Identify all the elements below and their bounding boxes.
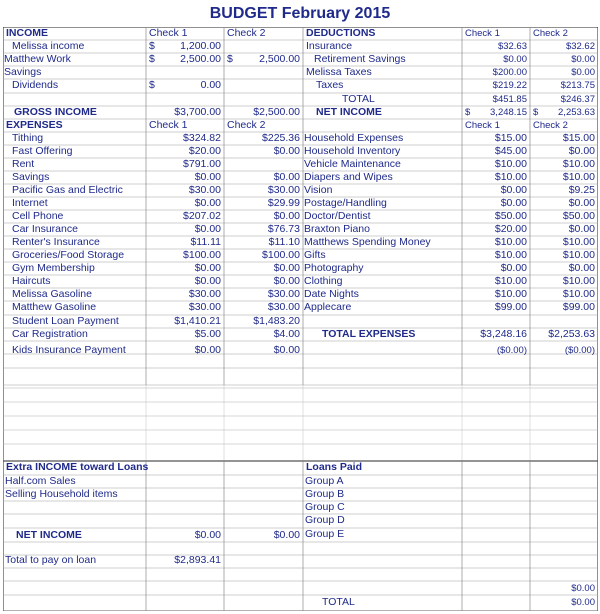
household-row-label: Braxton Piano xyxy=(304,223,370,235)
household-check1-value: $10.00 xyxy=(494,171,527,183)
expense-check1-value: $11.11 xyxy=(190,236,221,248)
expense-check1-value: $0.00 xyxy=(194,197,221,209)
extra-net-income-check1: $0.00 xyxy=(194,529,221,541)
gross-income-label: GROSS INCOME xyxy=(14,106,97,118)
difference-check2: ($0.00) xyxy=(564,345,595,356)
deduction-check2-value: $0.00 xyxy=(571,54,595,65)
currency-symbol: $ xyxy=(149,53,155,65)
deduction-check1-value: $451.85 xyxy=(492,94,527,105)
household-check2-value: $15.00 xyxy=(562,132,595,144)
deduction-row-label: Melissa Taxes xyxy=(306,66,372,78)
loan-group-label: Group A xyxy=(305,475,344,487)
total-to-pay-label: Total to pay on loan xyxy=(5,554,97,566)
household-check1-value: $0.00 xyxy=(500,262,527,274)
deduction-check2-value: $0.00 xyxy=(571,67,595,78)
budget-spreadsheet xyxy=(3,27,598,611)
household-row-label: Vision xyxy=(304,184,333,196)
expenses-check1-header: Check 1 xyxy=(149,119,188,131)
loan-group-label: Group B xyxy=(305,488,345,500)
expense-row-label: Car Insurance xyxy=(12,223,78,235)
household-row-label: Clothing xyxy=(304,275,343,287)
household-check1-value: $10.00 xyxy=(494,249,527,261)
expense-row-label: Gym Membership xyxy=(12,262,95,274)
household-row-label: Photography xyxy=(304,262,364,274)
income-check1-value: 0.00 xyxy=(200,79,221,91)
expense-row-label: Haircuts xyxy=(12,275,51,287)
household-row-label: Doctor/Dentist xyxy=(304,210,371,222)
deduction-row-label: Taxes xyxy=(316,79,344,91)
currency-symbol: $ xyxy=(149,79,155,91)
expense-row-label: Internet xyxy=(12,197,48,209)
expense-check2-value: $4.00 xyxy=(273,328,300,340)
net-income-check2: 2,253.63 xyxy=(558,107,595,118)
deduction-row-label: TOTAL xyxy=(342,93,375,105)
household-row-label: Postage/Handling xyxy=(304,197,387,209)
deduction-check1-value: $200.00 xyxy=(492,67,527,78)
loan-group-label: Group D xyxy=(305,514,345,526)
deduction-check1-value: $219.22 xyxy=(492,80,527,91)
expense-row-label: Tithing xyxy=(12,132,44,144)
household-row-label: Vehicle Maintenance xyxy=(304,158,401,170)
household-row-label: Household Inventory xyxy=(304,145,401,157)
household-check2-header: Check 2 xyxy=(533,120,568,131)
household-row-label: Matthews Spending Money xyxy=(304,236,431,248)
expense-row-label: Student Loan Payment xyxy=(12,315,119,327)
total-expenses-label: TOTAL EXPENSES xyxy=(322,328,416,340)
household-row-label: Date Nights xyxy=(304,288,359,300)
loans-total-label: TOTAL xyxy=(322,596,355,608)
household-check2-value: $50.00 xyxy=(562,210,595,222)
expense-check1-value: $30.00 xyxy=(188,184,221,196)
deduction-check2-value: $246.37 xyxy=(560,94,595,105)
deduction-check2-value: $213.75 xyxy=(560,80,595,91)
currency-symbol: $ xyxy=(465,107,471,118)
expense-row-label: Renter's Insurance xyxy=(12,236,100,248)
expense-row-label: Groceries/Food Storage xyxy=(12,249,125,261)
household-check2-value: $10.00 xyxy=(562,158,595,170)
household-check1-value: $0.00 xyxy=(500,184,527,196)
expense-check1-value: $0.00 xyxy=(194,275,221,287)
expense-row-label: Matthew Gasoline xyxy=(12,301,97,313)
deductions-header: DEDUCTIONS xyxy=(306,27,376,39)
household-row-label: Household Expenses xyxy=(304,132,404,144)
deduction-check1-value: $32.63 xyxy=(497,41,527,52)
expense-check1-value: $0.00 xyxy=(194,223,221,235)
deduction-row-label: Insurance xyxy=(306,40,353,52)
household-check2-value: $10.00 xyxy=(562,288,595,300)
household-check1-value: $0.00 xyxy=(500,197,527,209)
income-header: INCOME xyxy=(6,27,48,39)
deduction-row-label: Retirement Savings xyxy=(314,53,406,65)
income-check1-value: 1,200.00 xyxy=(180,40,221,52)
household-check2-value: $10.00 xyxy=(562,171,595,183)
expense-check2-value: $76.73 xyxy=(267,223,300,235)
deduction-check1-value: $0.00 xyxy=(503,54,527,65)
household-check2-value: $10.00 xyxy=(562,236,595,248)
expense-check2-value: $1,483.20 xyxy=(253,315,300,327)
expense-row-label: Pacific Gas and Electric xyxy=(12,184,123,196)
expense-check2-value: $225.36 xyxy=(262,132,300,144)
total-expenses-check2: $2,253.63 xyxy=(548,328,595,340)
expense-check2-value: $0.00 xyxy=(273,210,300,222)
expense-row-label: Fast Offering xyxy=(12,145,73,157)
deductions-check1-header: Check 1 xyxy=(465,28,500,39)
expense-row-label: Melissa Gasoline xyxy=(12,288,92,300)
expenses-check2-header: Check 2 xyxy=(227,119,266,131)
household-check1-value: $50.00 xyxy=(494,210,527,222)
household-check1-value: $10.00 xyxy=(494,236,527,248)
household-check2-value: $0.00 xyxy=(568,197,595,209)
expenses-header: EXPENSES xyxy=(6,119,63,131)
extra-income-row-label: Selling Household items xyxy=(5,488,118,500)
expense-check2-value: $100.00 xyxy=(262,249,300,261)
expense-check1-value: $5.00 xyxy=(194,328,221,340)
loans-sum-value: $0.00 xyxy=(571,583,595,594)
household-check2-value: $0.00 xyxy=(568,262,595,274)
household-row-label: Diapers and Wipes xyxy=(304,171,393,183)
expense-row-label: Kids Insurance Payment xyxy=(12,344,126,356)
total-to-pay-value: $2,893.41 xyxy=(174,554,221,566)
expense-check1-value: $0.00 xyxy=(194,262,221,274)
expense-check2-value: $29.99 xyxy=(267,197,300,209)
gross-income-check1: $3,700.00 xyxy=(174,106,221,118)
expense-check1-value: $100.00 xyxy=(183,249,221,261)
loans-paid-header: Loans Paid xyxy=(306,461,363,473)
household-check2-value: $9.25 xyxy=(568,184,595,196)
income-check2-header: Check 2 xyxy=(227,27,266,39)
household-check1-header: Check 1 xyxy=(465,120,500,131)
expense-row-label: Car Registration xyxy=(12,328,88,340)
extra-net-income-label: NET INCOME xyxy=(16,529,82,541)
income-check2-value: 2,500.00 xyxy=(259,53,300,65)
expense-check2-value: $0.00 xyxy=(273,344,300,356)
extra-income-header: Extra INCOME toward Loans xyxy=(6,461,149,473)
expense-check1-value: $207.02 xyxy=(183,210,221,222)
expense-row-label: Savings xyxy=(12,171,50,183)
expense-check2-value: $30.00 xyxy=(267,301,300,313)
household-check1-value: $10.00 xyxy=(494,158,527,170)
household-check1-value: $45.00 xyxy=(494,145,527,157)
gross-income-check2: $2,500.00 xyxy=(253,106,300,118)
household-check2-value: $0.00 xyxy=(568,223,595,235)
expense-check2-value: $0.00 xyxy=(273,262,300,274)
net-income-label: NET INCOME xyxy=(316,106,382,118)
income-check1-header: Check 1 xyxy=(149,27,188,39)
household-check1-value: $20.00 xyxy=(494,223,527,235)
household-check2-value: $99.00 xyxy=(562,301,595,313)
expense-check1-value: $20.00 xyxy=(188,145,221,157)
expense-check2-value: $0.00 xyxy=(273,171,300,183)
household-check2-value: $10.00 xyxy=(562,275,595,287)
household-check1-value: $10.00 xyxy=(494,275,527,287)
deductions-check2-header: Check 2 xyxy=(533,28,568,39)
income-row-label: Dividends xyxy=(12,79,59,91)
expense-check1-value: $0.00 xyxy=(194,171,221,183)
expense-check1-value: $0.00 xyxy=(194,344,221,356)
expense-check2-value: $11.10 xyxy=(268,236,300,248)
expense-row-label: Rent xyxy=(12,158,35,170)
page-title: BUDGET February 2015 xyxy=(209,5,391,22)
expense-check2-value: $0.00 xyxy=(273,275,300,287)
loans-total-value: $0.00 xyxy=(571,597,595,608)
expense-check1-value: $324.82 xyxy=(183,132,221,144)
household-check2-value: $10.00 xyxy=(562,249,595,261)
expense-check1-value: $30.00 xyxy=(188,301,221,313)
expense-check1-value: $1,410.21 xyxy=(174,315,221,327)
expense-check2-value: $30.00 xyxy=(267,184,300,196)
extra-net-income-check2: $0.00 xyxy=(273,529,300,541)
household-check1-value: $15.00 xyxy=(494,132,527,144)
income-row-label: Matthew Work xyxy=(4,53,71,65)
expense-check1-value: $791.00 xyxy=(183,158,221,170)
currency-symbol: $ xyxy=(227,53,233,65)
expense-check2-value: $30.00 xyxy=(267,288,300,300)
loan-group-label: Group E xyxy=(305,528,345,540)
household-row-label: Gifts xyxy=(304,249,326,261)
currency-symbol: $ xyxy=(149,40,155,52)
total-expenses-check1: $3,248.16 xyxy=(480,328,527,340)
difference-check1: ($0.00) xyxy=(496,345,527,356)
household-check2-value: $0.00 xyxy=(568,145,595,157)
income-row-label: Savings xyxy=(4,66,42,78)
expense-row-label: Cell Phone xyxy=(12,210,64,222)
expense-check1-value: $30.00 xyxy=(188,288,221,300)
expense-check2-value: $0.00 xyxy=(273,145,300,157)
income-row-label: Melissa income xyxy=(12,40,85,52)
loan-group-label: Group C xyxy=(305,501,345,513)
income-check1-value: 2,500.00 xyxy=(180,53,221,65)
household-row-label: Applecare xyxy=(304,301,352,313)
household-check1-value: $99.00 xyxy=(494,301,527,313)
extra-income-row-label: Half.com Sales xyxy=(5,475,76,487)
deduction-check2-value: $32.62 xyxy=(565,41,595,52)
currency-symbol: $ xyxy=(533,107,539,118)
household-check1-value: $10.00 xyxy=(494,288,527,300)
net-income-check1: 3,248.15 xyxy=(490,107,527,118)
